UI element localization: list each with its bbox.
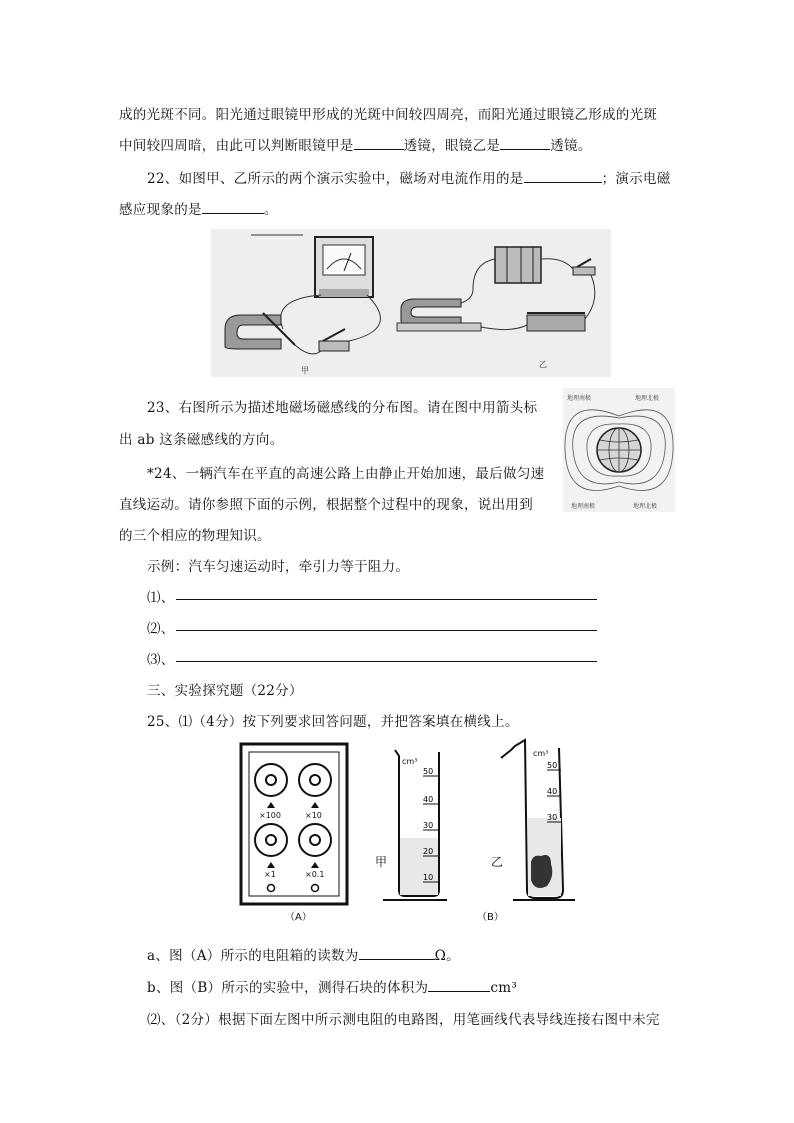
- resistance-box: [241, 744, 347, 904]
- q21-blank-1[interactable]: [354, 136, 404, 150]
- cylinder-label-jia: 甲: [375, 855, 388, 869]
- q22-line-1: [147, 167, 671, 187]
- q21-text-a: 中间较四周暗，由此可以判断眼镜甲是: [119, 138, 354, 154]
- q22-text-c: 感应现象的是: [119, 202, 202, 218]
- cylinder-yi: [501, 740, 575, 900]
- q21-blank-2[interactable]: [500, 136, 550, 150]
- earth-label-top-right: 地理北极: [635, 395, 660, 402]
- dial-label-x100: ×100: [259, 811, 281, 820]
- q22-blank-2[interactable]: [202, 200, 264, 214]
- q25-figure-svg: [233, 730, 581, 930]
- q25-figure: [233, 730, 581, 930]
- q23-line-2: 出 ab 这条磁感线的方向。: [119, 432, 284, 448]
- q22-line-2: [119, 198, 278, 218]
- q22-experiment-figure: [211, 229, 611, 377]
- q24-answer-line-2[interactable]: [176, 630, 597, 631]
- q24-item-1-label: ⑴、: [147, 590, 175, 606]
- q24-item-2-label: ⑵、: [147, 621, 175, 637]
- earth-label-bottom-left: 地理南极: [571, 503, 596, 510]
- q22-text-d: 。: [263, 202, 278, 218]
- earth-label-bottom-right: 地理北极: [633, 503, 658, 510]
- cyl-jia-tick-30: 30: [423, 821, 434, 830]
- cylinder-label-yi: 乙: [491, 855, 504, 869]
- cylinder-jia: [383, 750, 447, 900]
- cyl-jia-tick-10: 10: [423, 873, 434, 882]
- earth-label-top-left: 地理南极: [567, 395, 592, 402]
- q22-label-yi: 乙: [539, 360, 547, 369]
- cyl-yi-tick-50: 50: [547, 761, 558, 770]
- q24-answer-line-3[interactable]: [176, 661, 597, 662]
- q21-text-b: 透镜，眼镜乙是: [403, 138, 501, 154]
- section-3-heading: 三、实验探究题（22分）: [147, 683, 303, 699]
- q25-a-text: a、图（A）所示的电阻箱的读数为: [147, 948, 359, 964]
- q25-intro: 25、⑴（4分）按下列要求回答问题，并把答案填在横线上。: [147, 714, 519, 730]
- q23-line-1: 23、右图所示为描述地磁场磁感线的分布图。请在图中用箭头标: [147, 400, 538, 416]
- q24-item-3-label: ⑶、: [147, 652, 175, 668]
- q25-a-line: [147, 944, 460, 964]
- q25-a-blank[interactable]: [359, 946, 435, 960]
- q24-line-1: *24、一辆汽车在平直的高速公路上由静止开始加速，最后做匀速: [147, 466, 545, 482]
- cyl-jia-tick-20: 20: [423, 847, 434, 856]
- q24-line-3: 的三个相应的物理知识。: [119, 528, 271, 544]
- dial-label-x1: ×1: [264, 870, 276, 879]
- earth-magnetic-field-figure: [563, 388, 675, 512]
- cylinder-jia-unit: cm³: [402, 757, 418, 766]
- q22-label-jia: 甲: [301, 366, 309, 375]
- q25-b-blank[interactable]: [428, 978, 490, 992]
- q24-answer-line-1[interactable]: [176, 599, 597, 600]
- earth-figure-svg: [563, 388, 675, 512]
- cyl-jia-tick-40: 40: [423, 795, 434, 804]
- caption-b: （B）: [477, 912, 504, 923]
- q21-text-c: 透镜。: [550, 138, 592, 154]
- cyl-yi-tick-30: 30: [547, 813, 558, 822]
- q25-b-line: [147, 976, 517, 996]
- cyl-yi-tick-40: 40: [547, 787, 558, 796]
- q25-part2-line: ⑵、（2分）根据下面左图中所示测电阻的电路图，用笔画线代表导线连接右图中未完: [147, 1012, 660, 1028]
- caption-a: （A）: [285, 912, 312, 923]
- q22-figure-svg: [211, 229, 611, 377]
- cyl-jia-tick-50: 50: [423, 767, 434, 776]
- q22-text-a: 22、如图甲、乙所示的两个演示实验中，磁场对电流作用的是: [147, 171, 524, 187]
- q25-b-text: b、图（B）所示的实验中，测得石块的体积为: [147, 980, 429, 996]
- q21-line-1: 成的光斑不同。阳光通过眼镜甲形成的光斑中间较四周亮，而阳光通过眼镜乙形成的光斑: [119, 107, 658, 123]
- q22-blank-1[interactable]: [524, 169, 602, 183]
- q21-line-2: [119, 134, 592, 154]
- dial-label-x10: ×10: [305, 811, 322, 820]
- q25-a-unit: Ω。: [434, 948, 460, 964]
- q24-line-2: 直线运动。请你参照下面的示例，根据整个过程中的现象，说出用到: [119, 497, 533, 513]
- q22-text-b: ；演示电磁: [601, 171, 671, 187]
- cylinder-yi-unit: cm³: [533, 749, 549, 758]
- q25-b-unit: cm³: [490, 980, 518, 996]
- q24-example: 示例：汽车匀速运动时，牵引力等于阻力。: [147, 559, 410, 575]
- dial-label-x0-1: ×0.1: [305, 870, 325, 879]
